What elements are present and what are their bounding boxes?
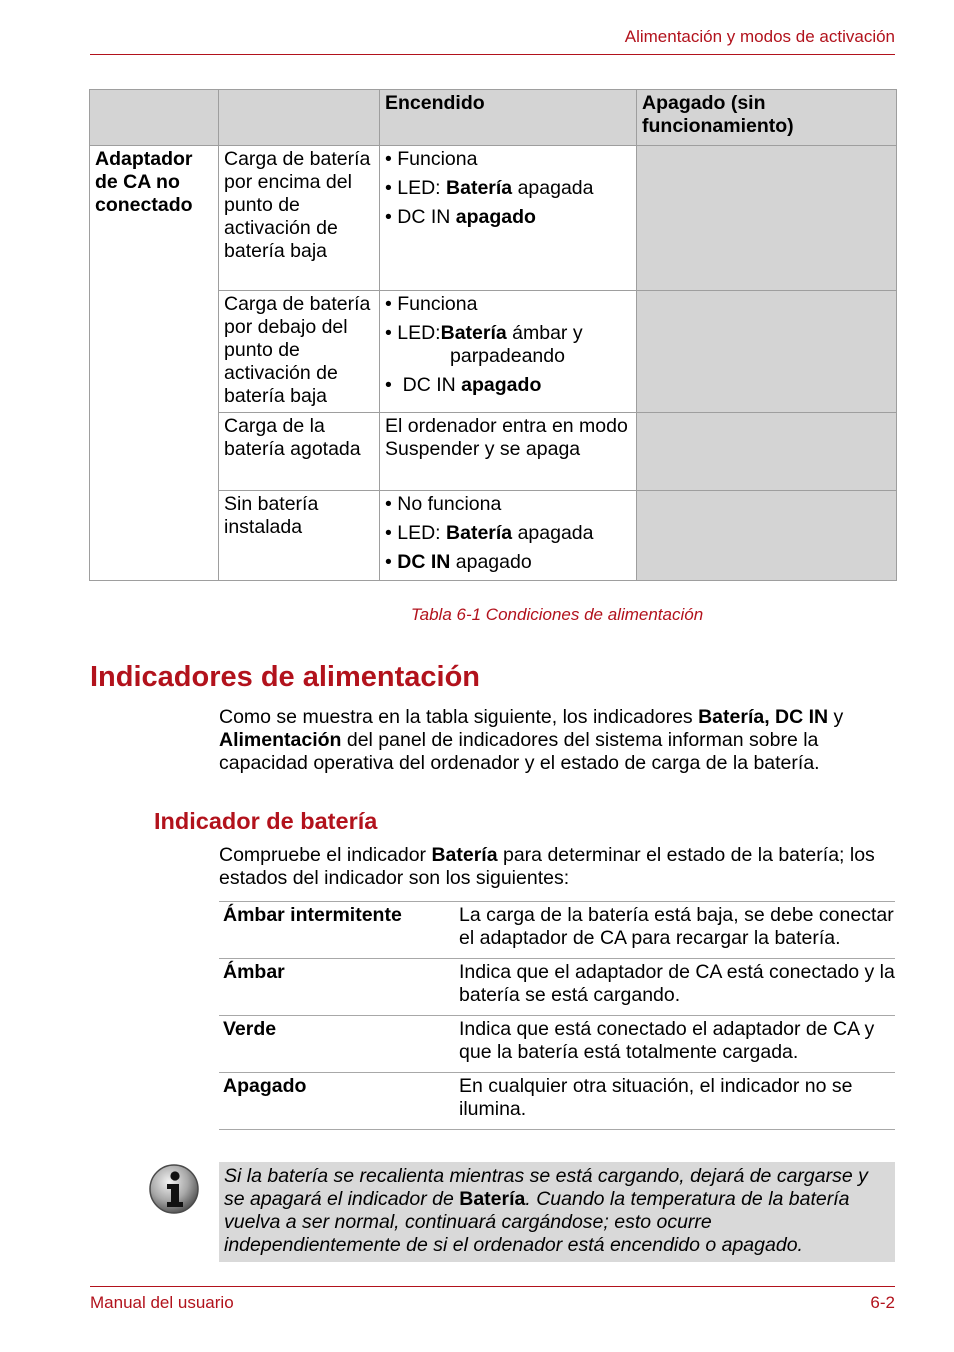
list-item: • LED: Batería apagada [385,522,594,544]
state-term: Ámbar intermitente [223,904,402,926]
list-item: • DC IN apagado [385,551,532,573]
state-description: Indica que está conectado el adaptador de CA y que la batería está totalmente cargada. [459,1018,875,1063]
state-description: Indica que el adaptador de CA está conectado y la batería se está cargando. [459,961,895,1006]
battery-indicator-table [219,901,895,1130]
section-intro: Como se muestra en la tabla siguiente, los indicadores Batería, DC IN y Alimentación del panel de indicadores del sistema informan sobre la capacidad operativa del ordenador y el estado de carga de la batería. [219,706,844,774]
list-item: • DC IN apagado [385,374,542,396]
off-state-cell [637,146,897,291]
list-item: • Funciona [385,293,478,315]
running-header: Alimentación y modos de activación [624,27,895,46]
header-cell-on: Encendido [380,90,637,146]
list-item: • LED:Batería ámbar y parpadeando [385,322,583,367]
on-state-cell [380,291,637,413]
page-number: 6-2 [870,1293,895,1312]
subsection-heading: Indicador de batería [154,808,378,834]
subsection-intro: Compruebe el indicador Batería para determinar el estado de la batería; los estados del indicador son los siguientes: [219,844,875,889]
list-item: • DC IN apagado [385,206,536,228]
header-rule [90,54,895,55]
state-term: Verde [223,1018,277,1040]
off-state-cell [637,491,897,581]
table-caption: Tabla 6-1 Condiciones de alimentación [410,605,704,624]
table-row [219,1015,895,1072]
off-state-cell [637,291,897,413]
power-conditions-table [89,89,897,581]
footer-rule [90,1286,895,1287]
note-box: Si la batería se recalienta mientras se está cargando, dejará de cargarse y se apagará el indicador de Batería. Cuando la temperatura de la batería vuelva a ser normal, continuará cargándose; esto ocurre independientemente de si el ordenador está encendido o apagado. [219,1162,895,1262]
on-state-cell [380,491,637,581]
header-cell-empty-1 [90,90,219,146]
off-state-cell [637,413,897,491]
condition-cell: Carga de la batería agotada [219,413,380,491]
table-row [90,146,897,291]
group-label-cell: Adaptador de CA no conectado [90,146,219,581]
state-description: En cualquier otra situación, el indicador no se ilumina. [459,1075,853,1120]
condition-cell: Carga de batería por debajo del punto de activación de batería baja [219,291,380,413]
list-item: • No funciona [385,493,502,515]
table-row [219,1072,895,1130]
state-term: Ámbar [223,961,285,983]
list-item: • LED: Batería apagada [385,177,594,199]
condition-cell: Sin batería instalada [219,491,380,581]
list-item: • Funciona [385,148,478,170]
table-header-row [90,90,897,146]
state-term: Apagado [223,1075,307,1097]
table-row [219,901,895,958]
condition-cell: Carga de batería por encima del punto de activación de batería baja [219,146,380,291]
on-state-cell: El ordenador entra en modo Suspender y se apaga [380,413,637,491]
info-icon [148,1163,200,1215]
header-cell-empty-2 [219,90,380,146]
footer-manual-title: Manual del usuario [90,1293,234,1312]
header-cell-off: Apagado (sin funcionamiento) [637,90,897,146]
section-heading: Indicadores de alimentación [90,661,480,693]
on-state-cell [380,146,637,291]
state-description: La carga de la batería está baja, se debe conectar el adaptador de CA para recargar la batería. [459,904,894,949]
table-row [219,958,895,1015]
